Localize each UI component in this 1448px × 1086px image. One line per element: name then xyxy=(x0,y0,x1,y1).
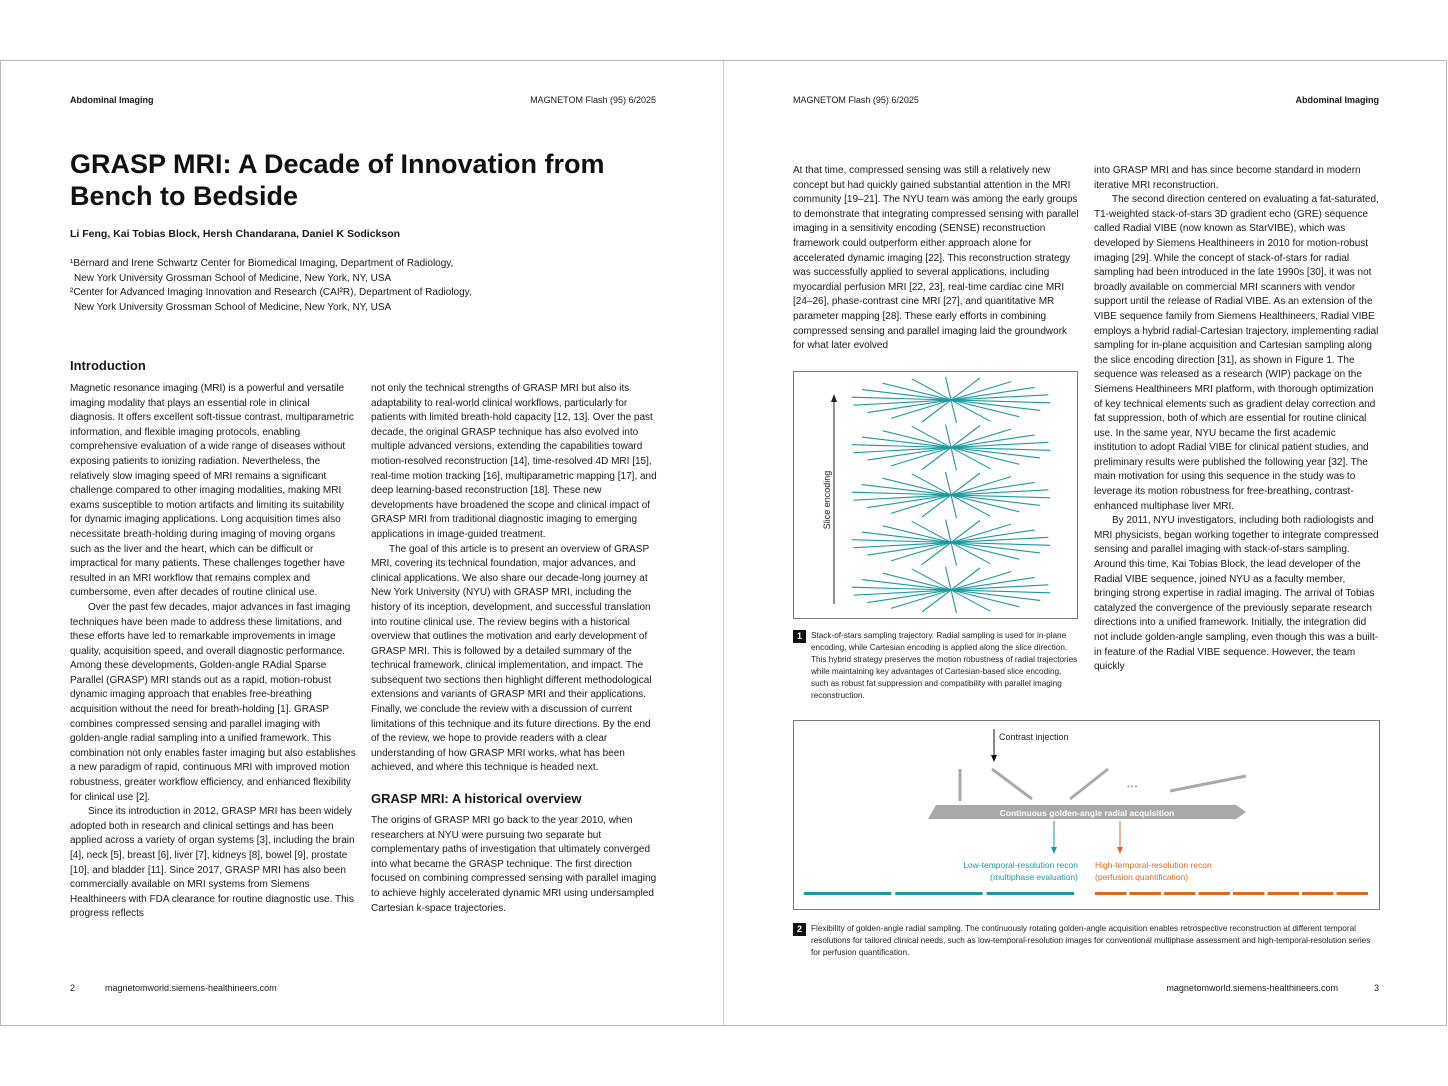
title-line-2: Bench to Bedside xyxy=(70,181,299,211)
figure-1 xyxy=(793,371,1078,619)
body-paragraph: The second direction centered on evaluating a fat-saturated, T1-weighted stack-of-stars 3D gradient echo (GRE) sequence called Radial VIBE (now known as StarVIBE), which was developed by Siemens Healthineers in 2010 for motion-robust imaging [29]. While the concept of stack-of-stars for radial sampling had been introduced in the late 1990s [30], it was not broadly available on commercial MRI scanners with vendor support until the release of Radial VIBE. As an extension of the VIBE sequence family from Siemens Healthineers, Radial VIBE employs a hybrid radial-Cartesian trajectory, implementing radial sampling for in-plane acquisition and Cartesian sampling along the slice encoding direction [31], as shown in Figure 1. The sequence was released as a research (WIP) package on the Siemens Healthineers MRI platform, with thorough optimization of key technical elements such as gradient delay correction and fat suppression, both of which are essential for routine clinical use. In the same year, NYU became the first academic institution to adopt Radial VIBE for clinical patient studies, and preliminary results were published the following year [32]. The main motivation for using this sequence in the study was to leverage its motion robustness for free-breathing, contrast-enhanced multiphase liver MRI. xyxy=(1094,194,1379,512)
star-spoke xyxy=(854,585,1049,595)
section-heading-introduction: Introduction xyxy=(70,358,146,373)
high-res-segment xyxy=(1095,892,1127,895)
contrast-injection-label: Contrast injection xyxy=(999,732,1069,742)
body-paragraph: Magnetic resonance imaging (MRI) is a powerful and versatile imaging modality that plays an essential role in clinical diagnosis. It offers excellent soft-tissue contrast, multiparametric information, and flexible imaging protocols, enabling comprehensive evaluation of a wide range of diseases without exposing patients to ionizing radiation. Nevertheless, the relatively slow imaging speed of MRI remains a significant challenge compared to other imaging modalities, making MRI exams susceptible to motion artifacts and limiting its suitability for dynamic imaging applications. Long acquisition times also necessitate breath-holding during imaging of moving organs such as the liver and the heart, which can be difficult or impractical for many patients. These challenges together have resulted in an MRI workflow that remains complex and cumbersome, even after decades of routine clinical use. xyxy=(70,383,354,599)
running-header-section-right: Abdominal Imaging xyxy=(1295,95,1379,105)
high-res-segment xyxy=(1164,892,1196,895)
high-res-segment xyxy=(1233,892,1265,895)
affiliation-line: ¹Bernard and Irene Schwartz Center for Biomedical Imaging, Department of Radiology, xyxy=(70,258,454,269)
spoke-line xyxy=(992,769,1032,799)
authors: Li Feng, Kai Tobias Block, Hersh Chandarana, Daniel K Sodickson xyxy=(70,228,401,240)
page-number-right: 3 xyxy=(1373,983,1379,993)
figure-number-badge: 1 xyxy=(793,630,806,643)
stack-of-stars-diagram xyxy=(794,372,1077,618)
low-res-segment xyxy=(987,892,1074,895)
figure-1-caption-text: Stack-of-stars sampling trajectory. Radial sampling is used for in-plane encoding, while Cartesian encoding is applied along the slice direction. This hybrid strategy preserves the motion robustness of radial trajectories while maintaining key advantages of Cartesian-based slice encoding, such as robust fat suppression and compatibility with parallel imaging reconstruction. xyxy=(811,631,1078,700)
body-paragraph: By 2011, NYU investigators, including both radiologists and MRI physicists, began working together to integrate compressed sensing and parallel imaging with stack-of-stars sampling. Around this time, Kai Tobias Block, the lead developer of the Radial VIBE sequence, joined NYU as a faculty member, bringing strong expertise in radial imaging. The arrival of Tobias catalyzed the convergence of the previously separate research directions into a unified framework. Initially, the integration did not include golden-angle sampling, even though this was a built-in feature of the Radial VIBE sequence. However, the team quickly xyxy=(1094,515,1379,673)
star-spokes xyxy=(852,377,1051,613)
right-column-2 xyxy=(1094,164,1380,675)
injection-arrowhead xyxy=(991,755,997,762)
high-res-segment xyxy=(1199,892,1231,895)
star-spoke xyxy=(854,537,1049,547)
golden-angle-diagram xyxy=(794,721,1379,909)
body-paragraph: into GRASP MRI and has since become standard in modern iterative MRI reconstruction. xyxy=(1094,165,1361,191)
low-res-segment xyxy=(804,892,891,895)
left-column-2 xyxy=(371,382,658,916)
spoke-line xyxy=(1170,776,1246,791)
figure-2 xyxy=(793,720,1380,910)
figure-2-caption-text: Flexibility of golden-angle radial sampling. The continuously rotating golden-angle acquisition enables retrospective reconstruction at different temporal resolutions for tailored clinical needs, such as low-temporal-resolution images for conventional multiphase assessment and high-temporal-resolution series for perfusion quantification. xyxy=(811,924,1371,957)
ellipsis: ••• xyxy=(1127,782,1139,791)
low-recon-arrowhead xyxy=(1051,847,1057,854)
affiliation-line: ²Center for Advanced Imaging Innovation and Research (CAI²R), Department of Radiology, xyxy=(70,287,472,299)
spoke-line xyxy=(1070,769,1108,799)
high-res-segment xyxy=(1268,892,1300,895)
star-spoke xyxy=(854,490,1049,500)
high-recon-arrowhead xyxy=(1117,847,1123,854)
star-spoke xyxy=(854,442,1049,452)
low-recon-sublabel: (multiphase evaluation) xyxy=(990,872,1078,882)
axis-label-slice-encoding: Slice encoding xyxy=(822,470,832,530)
body-paragraph: At that time, compressed sensing was still a relatively new concept but had quickly gained substantial attention in the MRI community [19–21]. The NYU team was among the early groups to demonstrate that integrating compressed sensing with parallel imaging in a sensitivity encoding (SENSE) reconstruction framework could outperform either approach alone for accelerated dynamic imaging [22]. This reconstruction strategy was successfully applied to several applications, including myocardial perfusion MRI [22, 23], real-time cardiac cine MRI [24–26], phase-contrast cine MRI [27], and quantitative MR parameter mapping [28]. These early efforts in combining compressed sensing and parallel imaging laid the groundwork for what later evolved xyxy=(793,165,1079,352)
figure-1-caption xyxy=(793,630,1083,700)
slice-axis-arrowhead xyxy=(831,394,837,402)
figure-number-badge: 2 xyxy=(793,923,806,936)
left-column-1 xyxy=(70,358,356,922)
body-paragraph: Over the past few decades, major advances in fast imaging techniques have been made to address these limitations, and these efforts have led to remarkable improvements in image quality, acquisition speed, and overall diagnostic performance. Among these developments, Golden-angle RAdial Sparse Parallel (GRASP) MRI stands out as a rapid, motion-robust dynamic imaging approach that enables free-breathing acquisition without the need for breath-holding [1]. GRASP combines compressed sensing and parallel imaging with golden-angle radial sampling into a unified framework. This combination not only enables faster imaging but also establishes a new paradigm of rapid, continuous MRI with improved motion robustness, greater workflow efficiency, and enhanced flexibility for clinical use [2]. xyxy=(70,601,356,803)
body-paragraph: The origins of GRASP MRI go back to the year 2010, when researchers at NYU were pursuing two separate but complementary paths of investigation that ultimately converged into what became the GRASP technique. The first direction focused on combining compressed sensing with parallel imaging to achieve highly accelerated dynamic MRI using undersampled Cartesian k-space trajectories. xyxy=(371,815,657,914)
section-heading-history: GRASP MRI: A historical overview xyxy=(371,791,582,807)
high-recon-label: High-temporal-resolution recon xyxy=(1095,860,1212,870)
page-number-left: 2 xyxy=(70,983,76,993)
title-line-1: GRASP MRI: A Decade of Innovation from xyxy=(70,149,605,179)
star-spoke xyxy=(854,395,1049,405)
low-res-segment xyxy=(895,892,982,895)
affiliation-line: New York University Grossman School of Medicine, New York, NY, USA xyxy=(74,272,392,284)
running-header-issue: MAGNETOM Flash (95) 6/2025 xyxy=(530,95,656,105)
high-recon-sublabel: (perfusion quantification) xyxy=(1095,872,1189,882)
footer-url-left: magnetomworld.siemens-healthineers.com xyxy=(105,983,277,993)
affiliations xyxy=(70,257,670,315)
recon-segments xyxy=(804,892,1368,895)
high-res-segment xyxy=(1337,892,1369,895)
acquisition-arrow-label: Continuous golden-angle radial acquisition xyxy=(999,808,1175,818)
high-res-segment xyxy=(1130,892,1162,895)
body-paragraph: Since its introduction in 2012, GRASP MRI has been widely adopted both in research and clinical settings and has been applied across a variety of organ systems [3], including the brain [4], neck [5], breast [6], liver [7], kidneys [8], bowel [9], prostate [10], and bladder [11]. Since 2017, GRASP MRI has also been commercially available on MRI systems from Siemens Healthineers with FDA clearance for routine diagnostic use. This progress reflects xyxy=(70,806,355,920)
affiliation-line: New York University Grossman School of Medicine, New York, NY, USA xyxy=(74,301,392,313)
running-header-section: Abdominal Imaging xyxy=(70,95,154,105)
high-res-segment xyxy=(1302,892,1334,895)
page-gutter xyxy=(723,61,724,1025)
figure-2-caption xyxy=(793,923,1383,957)
right-column-1 xyxy=(793,164,1080,354)
body-paragraph: not only the technical strengths of GRASP MRI but also its adaptability to real-world clinical workflows, particularly for patients with limited breath-hold capacity [12, 13]. Over the past decade, the original GRASP technique has also evolved into multiple advanced versions, extending the capabilities toward motion-resolved reconstruction [14], time-resolved 4D MRI [15], real-time motion tracking [16], multiparametric mapping [17], and deep learning-based reconstruction [18]. These new developments have broadened the scope and clinical impact of GRASP MRI from traditional diagnostic imaging to emerging applications in image-guided treatment. xyxy=(371,383,657,540)
article-title xyxy=(70,148,690,212)
body-paragraph: The goal of this article is to present an overview of GRASP MRI, covering its technical foundation, major advances, and clinical applications. We also share our decade-long journey at New York University (NYU) with GRASP MRI, including the history of its inception, development, and successful translation into routine clinical use. The review begins with a historical overview that outlines the motivation and early development of GRASP MRI. This is followed by a detailed summary of the technical framework, clinical implementation, and impact. The subsequent two sections then highlight different methodological extensions and variants of GRASP MRI and their applications. Finally, we conclude the review with a discussion of current limitations of this technique and its future directions. By the end of the review, we hope to provide readers with a clear understanding of how GRASP MRI works, what has been achieved, and where this technique is headed next. xyxy=(371,543,652,774)
footer-url-right: magnetomworld.siemens-healthineers.com xyxy=(1166,983,1338,993)
running-header-issue-right: MAGNETOM Flash (95) 6/2025 xyxy=(793,95,919,105)
low-recon-label: Low-temporal-resolution recon xyxy=(963,860,1078,870)
